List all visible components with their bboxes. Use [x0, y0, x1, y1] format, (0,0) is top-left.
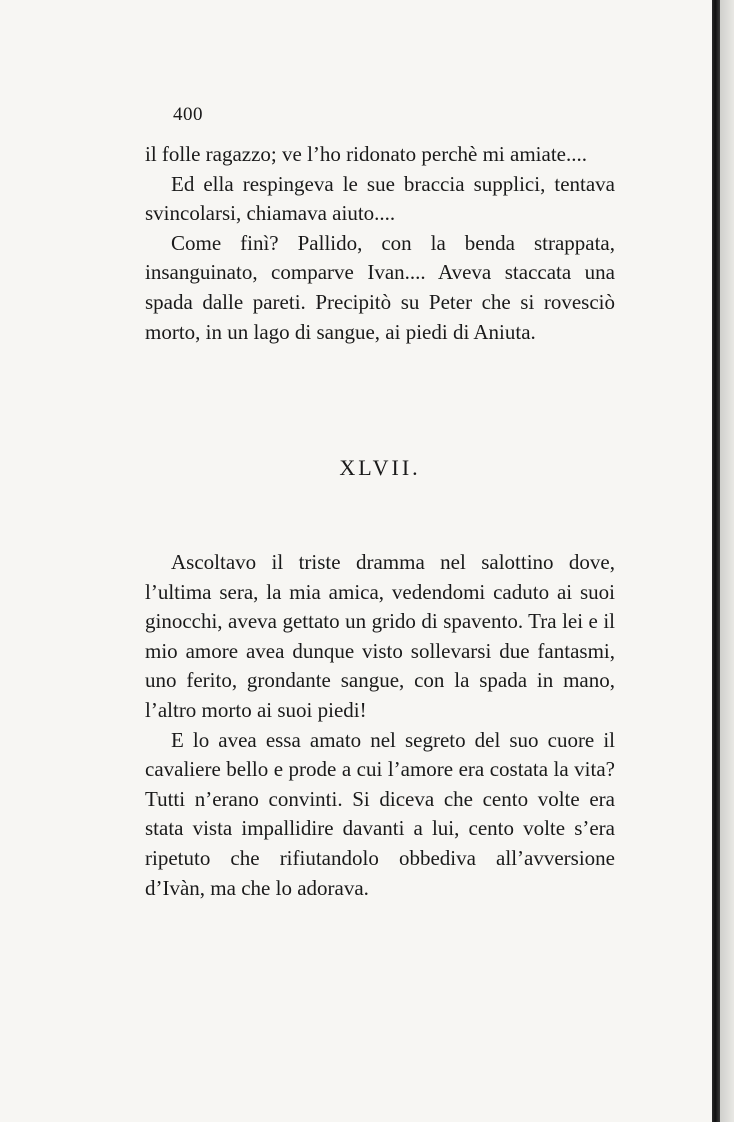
paragraph: Ed ella respingeva le sue braccia supplici, tentava svincolarsi, chiamava aiuto.... — [145, 171, 615, 226]
page-margin-edge — [720, 0, 734, 1122]
book-spine-shadow — [712, 0, 720, 1122]
page-number: 400 — [173, 104, 203, 125]
paragraph: E lo avea essa amato nel segreto del suo cuore il cavaliere bello e prode a cui l’amore era costata la vita? Tutti n’erano convinti. Si diceva che cento volte era stata vista impallidire davanti a lui, cento volte s’era ripetuto che rifiutandolo obbediva all’avversione d’Ivàn, ma che lo adorava. — [145, 727, 615, 900]
paragraph: Ascoltavo il triste dramma nel salottino dove, l’ultima sera, la mia amica, vedendomi caduto ai suoi ginocchi, aveva gettato un grido di spavento. Tra lei e il mio amore avea dunque visto sollevarsi due fantasmi, uno ferito, grondante sangue, con la spada in mano, l’altro morto ai suoi piedi! — [145, 550, 615, 722]
text-section-one — [145, 140, 615, 347]
text-section-two — [145, 548, 615, 903]
paragraph: Come finì? Pallido, con la benda strappata, insanguinato, comparve Ivan.... Aveva staccata una spada dalle pareti. Precipitò su Peter che si rovesciò morto, in un lago di sangue, ai piedi di Aniuta. — [145, 230, 615, 344]
chapter-heading: XLVII. — [339, 455, 421, 480]
paragraph-continuation: il folle ragazzo; ve l’ho ridonato perchè mi amiate.... — [145, 142, 587, 166]
